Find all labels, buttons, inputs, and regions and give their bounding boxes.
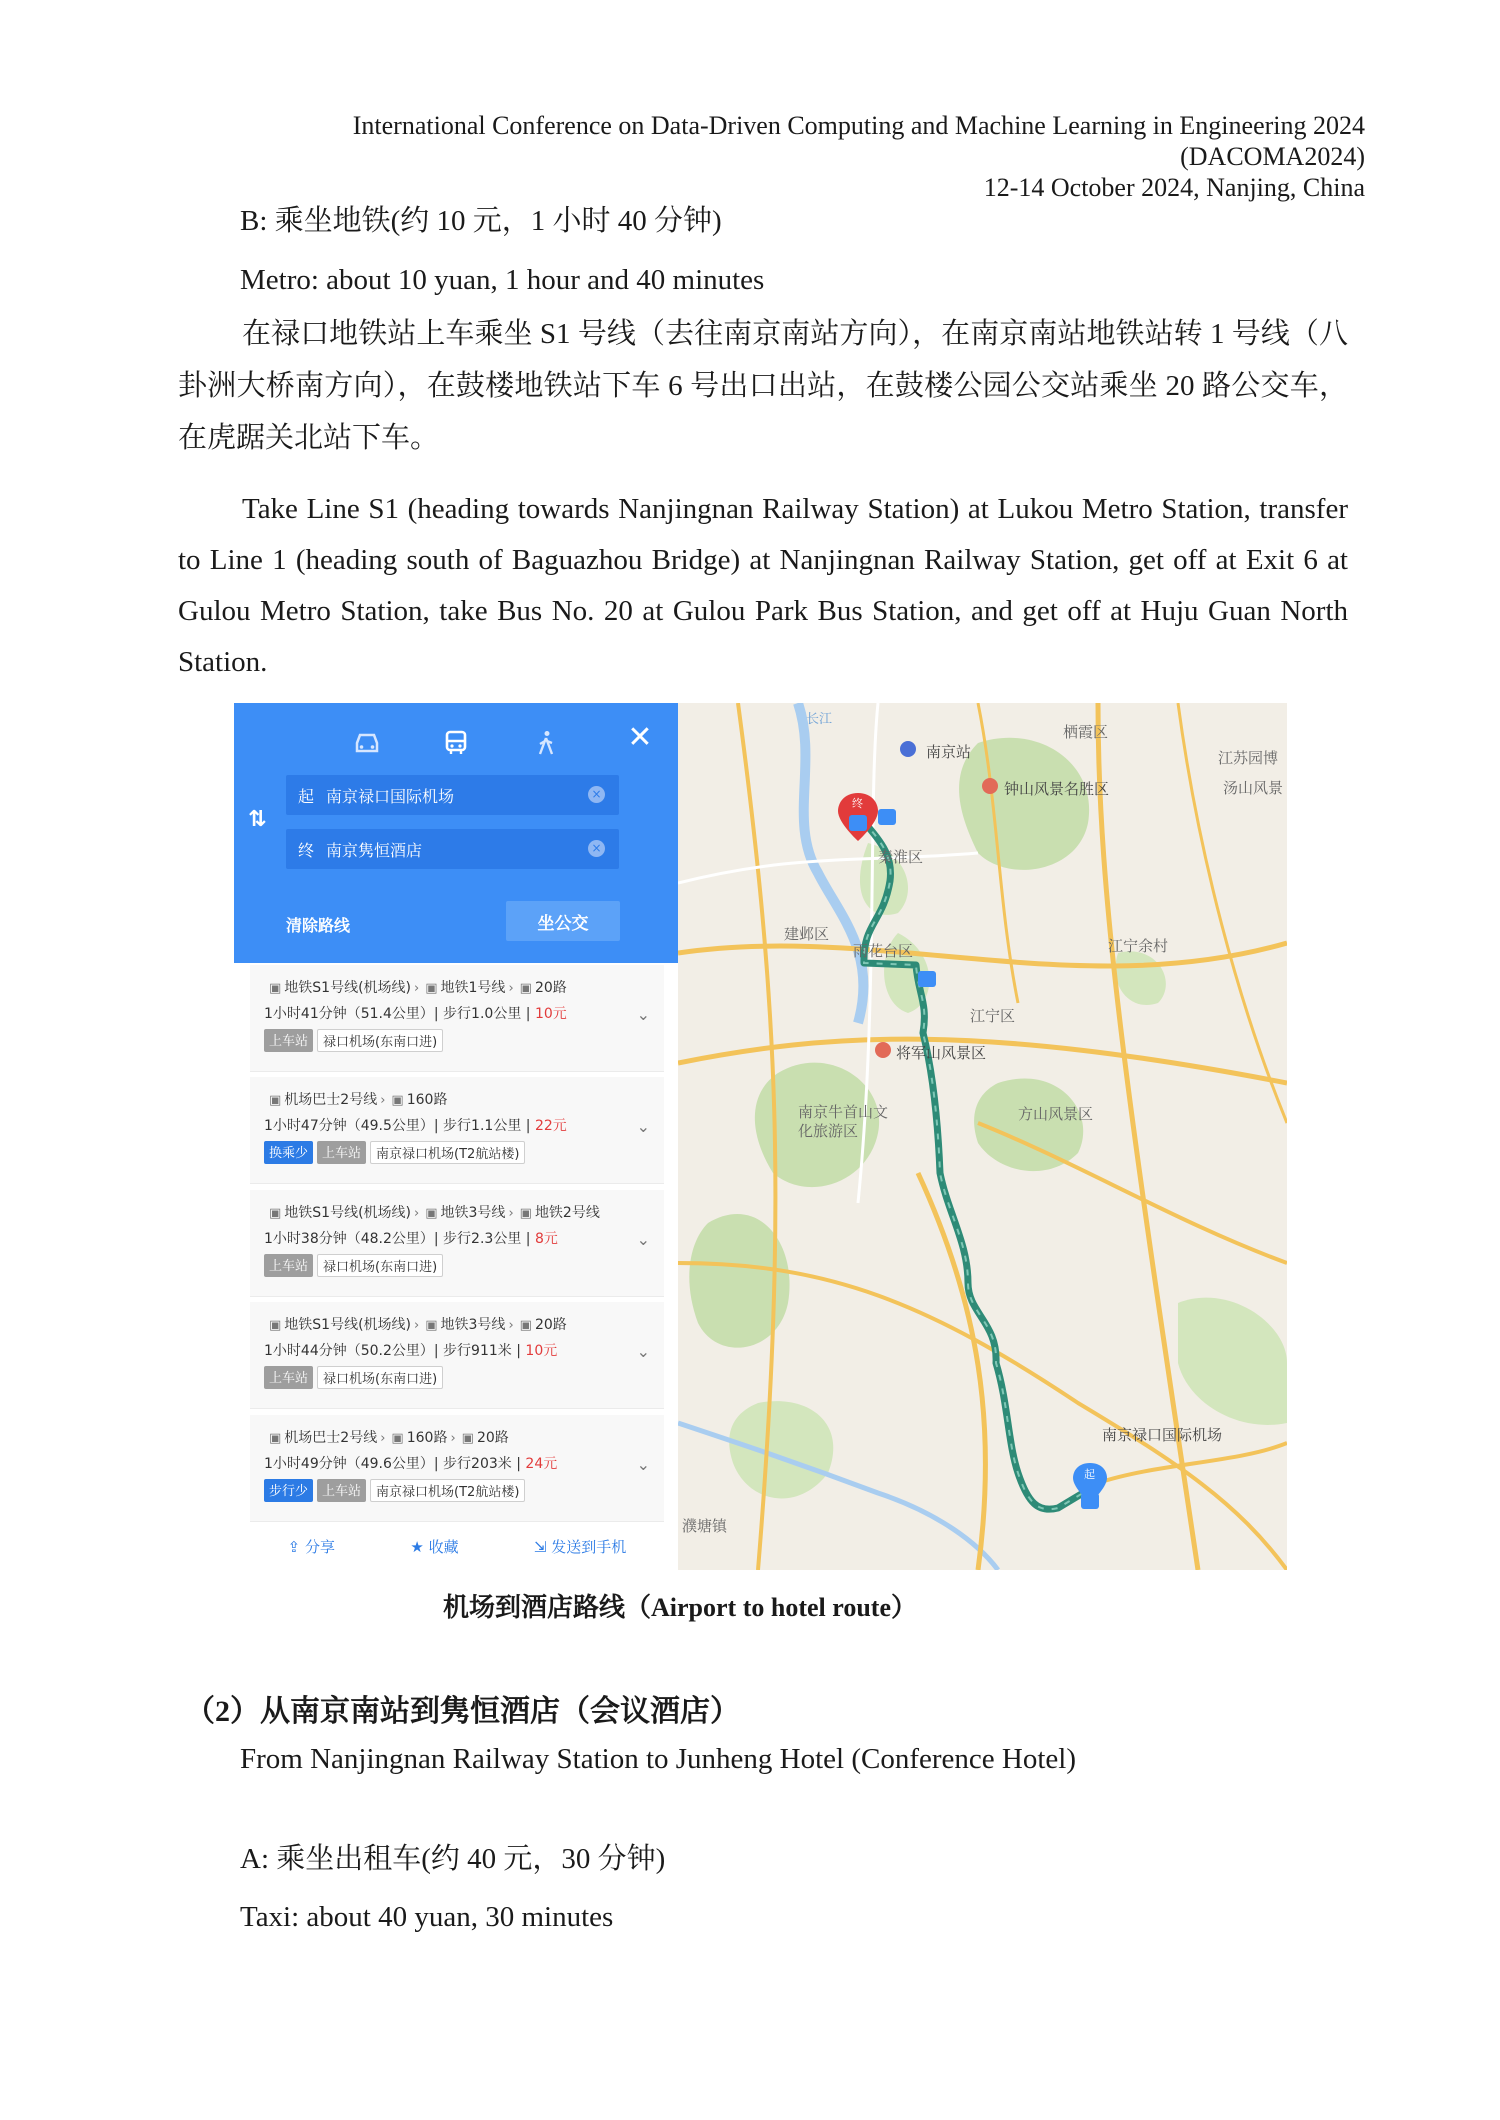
route-price: 24元 xyxy=(525,1456,558,1472)
header-line-3: 12-14 October 2024, Nanjing, China xyxy=(983,173,1365,202)
swap-icon[interactable]: ⇅ xyxy=(248,807,267,832)
send-icon: ⇲ xyxy=(533,1537,552,1556)
route-tag: 上车站 xyxy=(264,1366,313,1389)
map-label-qinhuai: 秦淮区 xyxy=(878,848,924,866)
route-segment: 20路 xyxy=(534,1317,567,1333)
route-info xyxy=(264,1115,567,1135)
map-label-nanjing-station: 南京站 xyxy=(926,743,972,761)
arrow-icon: › xyxy=(508,1318,514,1333)
arrow-icon: › xyxy=(508,1206,514,1221)
arrow-icon: › xyxy=(380,1093,386,1108)
route-tag: 禄口机场(东南口进) xyxy=(317,1254,443,1277)
transit-icon: ▣ xyxy=(425,981,438,996)
arrow-icon: › xyxy=(414,981,420,996)
origin-tag: 起 xyxy=(298,786,315,806)
route-tag: 禄口机场(东南口进) xyxy=(317,1029,443,1052)
route-tag: 上车站 xyxy=(317,1479,366,1502)
origin-value: 南京禄口国际机场 xyxy=(326,786,455,806)
route-tags xyxy=(264,1366,443,1389)
destination-value: 南京隽恒酒店 xyxy=(326,840,423,860)
route-duration-distance: 1小时38分钟（48.2公里）| 步行2.3公里 | xyxy=(264,1231,535,1247)
route-search-header xyxy=(234,703,678,963)
route-duration-distance: 1小时49分钟（49.6公里）| 步行203米 | xyxy=(264,1456,526,1472)
route-info xyxy=(264,1003,567,1023)
header-line-2: (DACOMA2024) xyxy=(1180,142,1365,171)
section-2-a-title-cn: A: 乘坐出租车(约 40 元，30 分钟) xyxy=(240,1843,666,1875)
route-segment: 地铁3号线 xyxy=(440,1205,506,1221)
walk-mode-icon[interactable] xyxy=(524,721,568,765)
route-tags xyxy=(264,1029,443,1052)
send-to-phone-button[interactable] xyxy=(534,1536,626,1557)
share-label: 分享 xyxy=(305,1537,336,1556)
share-icon: ⇪ xyxy=(287,1537,306,1556)
header-line-1: International Conference on Data-Driven Computing and Machine Learning in Engineering 2024 xyxy=(352,111,1365,140)
route-info xyxy=(264,1228,558,1248)
map-label-jiangjunshan: 将军山风景区 xyxy=(896,1044,987,1062)
route-option[interactable] xyxy=(250,1190,664,1297)
map-label-river: 长江 xyxy=(806,712,833,727)
bus-mode-icon[interactable] xyxy=(434,721,478,765)
route-actions xyxy=(250,1523,664,1569)
route-price: 10元 xyxy=(534,1006,567,1022)
route-panel xyxy=(234,703,679,1570)
map-label-tangshan: 汤山风景 xyxy=(1223,779,1284,797)
transit-icon: ▣ xyxy=(519,1318,532,1333)
route-tags xyxy=(264,1479,525,1502)
route-segment: 20路 xyxy=(476,1430,509,1446)
conference-header xyxy=(353,110,1365,203)
route-option[interactable] xyxy=(250,1077,664,1184)
route-segment: 地铁1号线 xyxy=(440,980,506,996)
route-price: 8元 xyxy=(534,1231,558,1247)
favorite-button[interactable] xyxy=(410,1536,458,1557)
route-tag: 南京禄口机场(T2航站楼) xyxy=(370,1479,525,1502)
map-label-yutang: 濮塘镇 xyxy=(682,1517,728,1535)
transit-icon: ▣ xyxy=(425,1206,438,1221)
chevron-down-icon[interactable]: ⌄ xyxy=(636,1342,650,1361)
send-label: 发送到手机 xyxy=(551,1537,627,1556)
section-b-title-en: Metro: about 10 yuan, 1 hour and 40 minutes xyxy=(240,264,765,296)
transit-icon: ▣ xyxy=(391,1093,404,1108)
end-marker-label: 终 xyxy=(852,797,863,810)
map-label-jianye: 建邺区 xyxy=(784,925,830,943)
arrow-icon: › xyxy=(380,1431,386,1446)
map-label-airport: 南京禄口国际机场 xyxy=(1102,1426,1223,1444)
route-tags xyxy=(264,1141,525,1164)
map-label-yuhuatai: 雨花台区 xyxy=(853,942,914,960)
chevron-down-icon[interactable]: ⌄ xyxy=(636,1117,650,1136)
route-price: 10元 xyxy=(525,1343,558,1359)
transit-icon: ▣ xyxy=(269,1206,282,1221)
route-option[interactable] xyxy=(250,1415,664,1522)
route-tags xyxy=(264,1254,443,1277)
clear-destination-icon[interactable]: × xyxy=(588,840,605,857)
route-segment: 地铁3号线 xyxy=(440,1317,506,1333)
map-label-niushoushan: 南京牛首山文化旅游区 xyxy=(798,1103,889,1140)
route-tag: 南京禄口机场(T2航站楼) xyxy=(370,1141,525,1164)
star-icon: ★ xyxy=(410,1537,429,1556)
route-tag: 上车站 xyxy=(264,1254,313,1277)
route-option[interactable] xyxy=(250,1302,664,1409)
route-info xyxy=(264,1453,557,1473)
route-segment: 160路 xyxy=(406,1430,448,1446)
route-option[interactable] xyxy=(250,965,664,1072)
transit-icon: ▣ xyxy=(461,1431,474,1446)
route-tag: 换乘少 xyxy=(264,1141,313,1164)
car-mode-icon[interactable] xyxy=(345,721,389,765)
route-segment: 地铁S1号线(机场线) xyxy=(284,1205,412,1221)
route-screenshot xyxy=(234,703,1287,1570)
transit-icon: ▣ xyxy=(519,1206,532,1221)
route-segment: 地铁S1号线(机场线) xyxy=(284,980,412,996)
route-map[interactable] xyxy=(678,703,1287,1570)
clear-origin-icon[interactable]: × xyxy=(588,786,605,803)
route-segments xyxy=(266,1202,600,1222)
destination-field[interactable] xyxy=(286,829,619,869)
transit-icon: ▣ xyxy=(519,981,532,996)
map-label-qixia: 栖霞区 xyxy=(1063,723,1109,741)
map-label-zhongshan: 钟山风景名胜区 xyxy=(1004,780,1110,798)
section-2-heading: （2）从南京南站到隽恒酒店（会议酒店） xyxy=(185,1695,740,1728)
route-tag: 禄口机场(东南口进) xyxy=(317,1366,443,1389)
section-2-a-title-en: Taxi: about 40 yuan, 30 minutes xyxy=(240,1901,614,1933)
origin-field[interactable] xyxy=(286,775,619,815)
transit-icon: ▣ xyxy=(391,1431,404,1446)
route-duration-distance: 1小时47分钟（49.5公里）| 步行1.1公里 | xyxy=(264,1118,535,1134)
chevron-down-icon[interactable]: ⌄ xyxy=(636,1230,650,1249)
transit-icon: ▣ xyxy=(269,1318,282,1333)
start-marker-label: 起 xyxy=(1084,1468,1095,1481)
route-tag: 步行少 xyxy=(264,1479,313,1502)
transit-icon: ▣ xyxy=(425,1318,438,1333)
route-info xyxy=(264,1340,557,1360)
arrow-icon: › xyxy=(450,1431,456,1446)
route-segment: 机场巴士2号线 xyxy=(284,1430,378,1446)
section-b-paragraph-en: Take Line S1 (heading towards Nanjingnan Railway Station) at Lukou Metro Station, transfer to Line 1 (heading south of Baguazhou Bridge) at Nanjingnan Railway Station, get off at Exit 6 at Gulou Metro Station, take Bus No. 20 at Gulou Park Bus Station, and get off at Huju Guan North Station. xyxy=(178,493,1348,678)
arrow-icon: › xyxy=(414,1206,420,1221)
route-segments xyxy=(266,1089,447,1109)
route-segment: 地铁S1号线(机场线) xyxy=(284,1317,412,1333)
map-label-jiangning-village: 江宁余村 xyxy=(1108,937,1169,955)
share-button[interactable] xyxy=(288,1536,335,1557)
map-label-fangshan: 方山风景区 xyxy=(1018,1105,1094,1123)
route-segments xyxy=(266,977,567,997)
route-duration-distance: 1小时41分钟（51.4公里）| 步行1.0公里 | xyxy=(264,1006,535,1022)
chevron-down-icon[interactable]: ⌄ xyxy=(636,1005,650,1024)
route-segments xyxy=(266,1314,567,1334)
route-segment: 地铁2号线 xyxy=(534,1205,600,1221)
take-bus-button[interactable]: 坐公交 xyxy=(506,901,620,941)
section-b-paragraph-cn: 在禄口地铁站上车乘坐 S1 号线（去往南京南站方向），在南京南站地铁站转 1 号线（八卦洲大桥南方向），在鼓楼地铁站下车 6 号出口出站，在鼓楼公园公交站乘坐 20 路公交车，在虎踞关北站下车。 xyxy=(178,318,1348,454)
clear-route-button[interactable]: 清除路线 xyxy=(286,916,351,935)
section-b-title-cn: B: 乘坐地铁(约 10 元，1 小时 40 分钟) xyxy=(240,205,722,237)
route-duration-distance: 1小时44分钟（50.2公里）| 步行911米 | xyxy=(264,1343,526,1359)
transit-icon: ▣ xyxy=(269,1431,282,1446)
figure-caption: 机场到酒店路线（Airport to hotel route） xyxy=(443,1593,917,1622)
route-segment: 20路 xyxy=(534,980,567,996)
favorite-label: 收藏 xyxy=(428,1537,459,1556)
section-2-subtitle: From Nanjingnan Railway Station to Junheng Hotel (Conference Hotel) xyxy=(240,1743,1076,1775)
arrow-icon: › xyxy=(508,981,514,996)
transit-icon: ▣ xyxy=(269,981,282,996)
close-icon[interactable]: ✕ xyxy=(627,719,653,755)
route-tag: 上车站 xyxy=(264,1029,313,1052)
route-segment: 机场巴士2号线 xyxy=(284,1092,378,1108)
arrow-icon: › xyxy=(414,1318,420,1333)
chevron-down-icon[interactable]: ⌄ xyxy=(636,1455,650,1474)
transit-icon: ▣ xyxy=(269,1093,282,1108)
map-label-jiangning-district: 江宁区 xyxy=(970,1007,1016,1025)
route-tag: 上车站 xyxy=(317,1141,366,1164)
route-segment: 160路 xyxy=(406,1092,448,1108)
route-segments xyxy=(266,1427,509,1447)
map-label-jiangsu-garden: 江苏园博 xyxy=(1218,749,1279,767)
destination-tag: 终 xyxy=(298,840,315,860)
route-price: 22元 xyxy=(534,1118,567,1134)
